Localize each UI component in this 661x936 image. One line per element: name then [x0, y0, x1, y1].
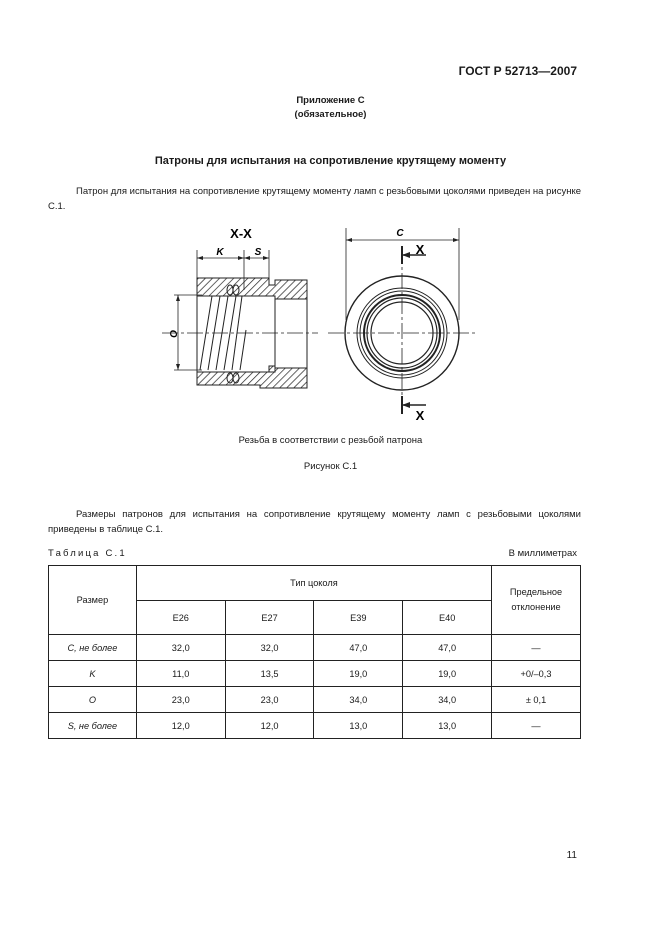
- standard-number: ГОСТ Р 52713—2007: [458, 64, 577, 78]
- section-label: X-X: [230, 226, 252, 241]
- cell: 34,0: [403, 687, 492, 713]
- cell: 12,0: [136, 713, 225, 739]
- front-view: [328, 228, 478, 423]
- cell: 13,5: [225, 661, 314, 687]
- row-name: C, не более: [49, 635, 137, 661]
- row-name: S, не более: [49, 713, 137, 739]
- figure-caption: Рисунок С.1: [303, 461, 358, 472]
- table-row: [49, 661, 581, 687]
- cut-marker-top: X: [415, 242, 425, 257]
- dim-s-label: S: [254, 247, 262, 258]
- header-tolerance: Предельное отклонение: [492, 566, 581, 635]
- cell-tolerance: ± 0,1: [492, 687, 581, 713]
- cell: 19,0: [403, 661, 492, 687]
- annex-status: (обязательное): [294, 109, 367, 120]
- cell: 32,0: [225, 635, 314, 661]
- cell: 47,0: [403, 635, 492, 661]
- cell: 47,0: [314, 635, 403, 661]
- thread-note: Резьба в соответствии с резьбой патрона: [238, 435, 423, 446]
- header-e26: E26: [136, 601, 225, 635]
- dim-o-label: O: [169, 330, 180, 338]
- cell-tolerance: —: [492, 713, 581, 739]
- cell-tolerance: —: [492, 635, 581, 661]
- table-row: [49, 713, 581, 739]
- cell: 13,0: [314, 713, 403, 739]
- cell-tolerance: +0/–0,3: [492, 661, 581, 687]
- row-name: O: [49, 687, 137, 713]
- paragraph-table-intro: Размеры патронов для испытания на сопротивление крутящему моменту ламп с резьбовыми цоколями приведены в таблице С.1.: [48, 509, 581, 535]
- dim-k-label: K: [216, 247, 224, 258]
- cell: 32,0: [136, 635, 225, 661]
- header-e27: E27: [225, 601, 314, 635]
- cell: 34,0: [314, 687, 403, 713]
- table-label: Таблица С.1: [48, 548, 127, 559]
- section-title: Патроны для испытания на сопротивление крутящему моменту: [154, 155, 507, 167]
- cell: 12,0: [225, 713, 314, 739]
- torque-test-holder-figure: [150, 220, 510, 430]
- dimensions-table: [48, 565, 581, 739]
- annex-title: Приложение С: [296, 95, 365, 106]
- table-row: [49, 687, 581, 713]
- cell: 13,0: [403, 713, 492, 739]
- cell: 19,0: [314, 661, 403, 687]
- row-name: K: [49, 661, 137, 687]
- paragraph-intro: Патрон для испытания на сопротивление крутящему моменту ламп с резьбовыми цоколями приведен на рисунке С.1.: [48, 186, 581, 212]
- cell: 23,0: [225, 687, 314, 713]
- table-row: [49, 635, 581, 661]
- dim-c-label: C: [396, 228, 404, 239]
- header-size: Размер: [49, 566, 137, 635]
- table-units: В миллиметрах: [508, 548, 577, 559]
- cell: 11,0: [136, 661, 225, 687]
- header-e40: E40: [403, 601, 492, 635]
- cut-marker-bottom: X: [415, 408, 425, 423]
- header-base-type: Тип цоколя: [136, 566, 491, 601]
- header-e39: E39: [314, 601, 403, 635]
- cell: 23,0: [136, 687, 225, 713]
- section-view: [162, 226, 318, 388]
- page-number: 11: [566, 850, 577, 861]
